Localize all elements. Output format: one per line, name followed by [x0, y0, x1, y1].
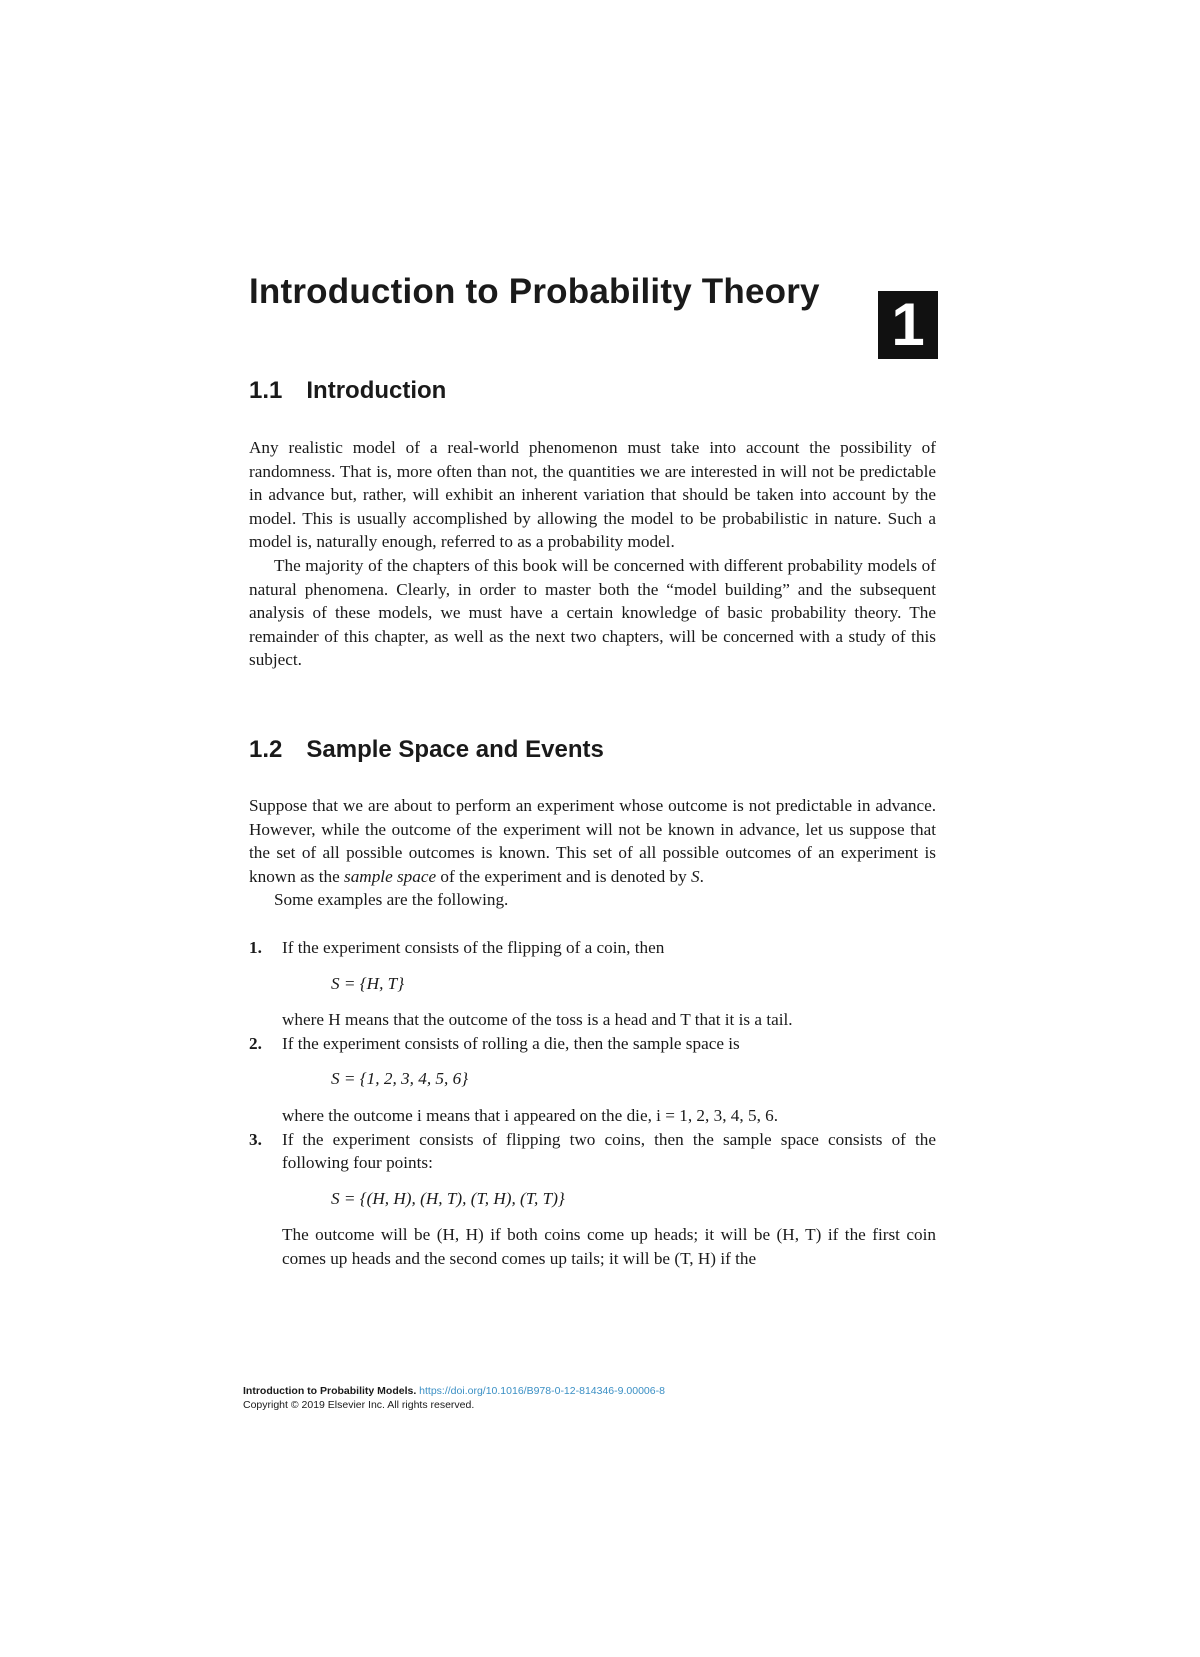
list-text: If the experiment consists of the flipping of a coin, then	[282, 938, 665, 957]
math-symbol: S	[691, 866, 700, 886]
section-heading-1-1	[249, 379, 446, 403]
page-footer	[243, 1384, 665, 1412]
list-text: The outcome will be (H, H) if both coins come up heads; it will be (H, T) if the first coin comes up heads and the second comes up tails; it will be (T, H) if the	[282, 1225, 936, 1268]
paragraph: Any realistic model of a real-world phenomenon must take into account the possibility of randomness. That is, more often than not, the quantities we are interested in will not be predictable in advance but, rather, will exhibit an inherent variation that should be taken into account by the model. This is usually accomplished by allowing the model to be probabilistic in nature. Such a model is, naturally enough, referred to as a probability model.	[249, 438, 936, 552]
equation: S = {H, T}	[331, 973, 405, 993]
list-text: where H means that the outcome of the toss is a head and T that it is a tail.	[282, 1010, 793, 1030]
list-item	[249, 1032, 936, 1128]
paragraph: The majority of the chapters of this book will be concerned with different probability models of natural phenomena. Clearly, in order to master both the “model building” and the subsequent analysis of these models, we must have a certain knowledge of basic probability theory. The remainder of this chapter, as well as the next two chapters, will be concerned with a study of this subject.	[249, 555, 936, 670]
paragraph: Some examples are the following.	[274, 890, 509, 910]
list-number: 3.	[249, 1129, 262, 1149]
list-number: 1.	[249, 938, 262, 957]
section-title: Sample Space and Events	[306, 736, 604, 763]
list-text: where the outcome i means that i appeared on the die, i = 1, 2, 3, 4, 5, 6.	[282, 1105, 779, 1125]
section-1-2-body	[249, 794, 936, 912]
equation: S = {(H, H), (H, T), (T, H), (T, T)}	[331, 1188, 565, 1208]
chapter-title: Introduction to Probability Theory	[249, 272, 820, 311]
footer-source-line	[243, 1384, 665, 1398]
section-1-1-body	[249, 436, 936, 672]
doi-link[interactable]: https://doi.org/10.1016/B978-0-12-814346-9.00006-8	[419, 1385, 665, 1397]
list-text: If the experiment consists of flipping two coins, then the sample space consists of the following four points:	[282, 1129, 936, 1173]
copyright-line: Copyright © 2019 Elsevier Inc. All rights reserved.	[243, 1399, 475, 1411]
section-number: 1.1	[249, 377, 283, 404]
list-item	[249, 936, 936, 1032]
section-number: 1.2	[249, 736, 283, 763]
intro-text: Suppose that we are about to perform an experiment whose outcome is not predictable in advance. However, while the outcome of the experiment will not be known in advance, let us suppose that the set of all possible outcomes is known. This set of all possible outcomes of an experiment is known as the	[249, 796, 936, 886]
chapter-number-badge: 1	[878, 291, 938, 359]
paragraph	[249, 794, 936, 888]
source-title: Introduction to Probability Models.	[243, 1385, 417, 1397]
section-title: Introduction	[306, 377, 447, 404]
intro-text: of the experiment and is denoted by	[436, 866, 692, 886]
equation: S = {1, 2, 3, 4, 5, 6}	[331, 1069, 469, 1089]
list-item	[249, 1128, 936, 1271]
examples-list	[249, 936, 936, 1271]
list-text: If the experiment consists of rolling a die, then the sample space is	[282, 1033, 740, 1053]
intro-text: .	[699, 866, 704, 886]
section-heading-1-2	[249, 738, 604, 762]
defined-term: sample space	[344, 866, 437, 886]
list-number: 2.	[249, 1033, 262, 1053]
